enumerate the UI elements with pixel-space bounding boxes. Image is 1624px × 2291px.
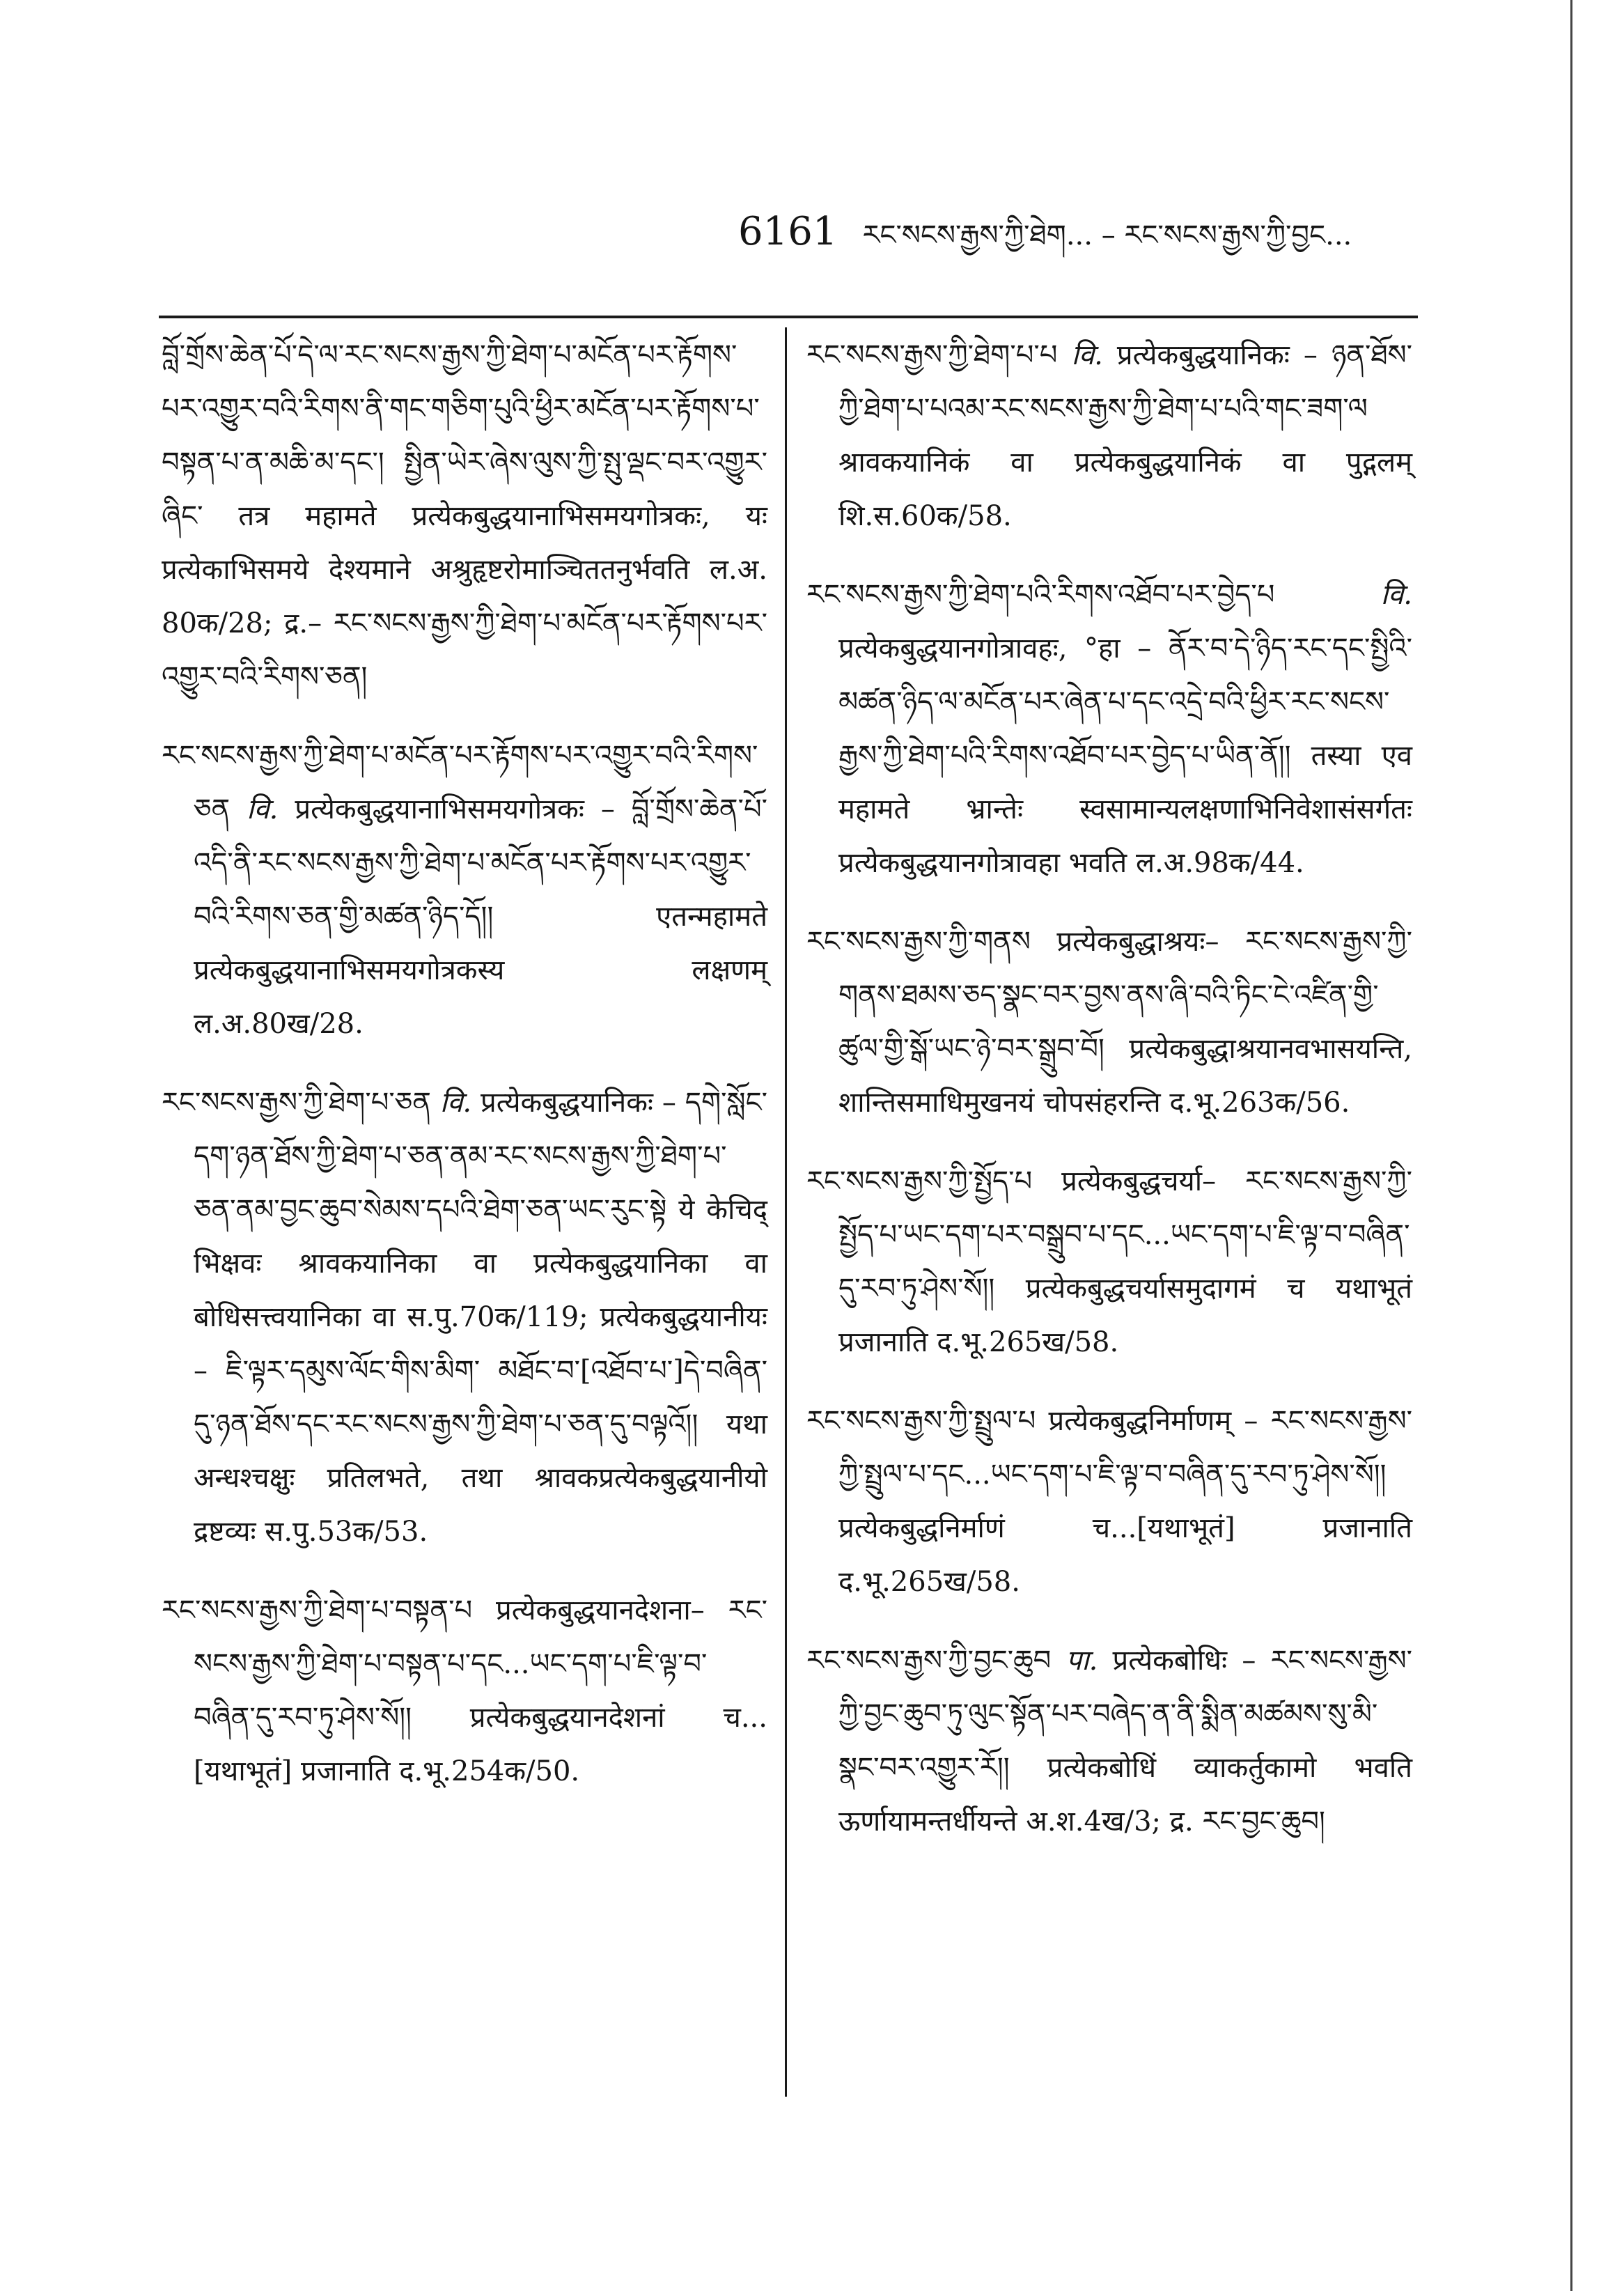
entry-headword: རང་སངས་རྒྱས་ཀྱི་བྱང་ཆུབ bbox=[806, 1645, 1052, 1677]
page-header bbox=[738, 203, 1435, 259]
entry-headword: རང་སངས་རྒྱས་ཀྱི་ཐེག་པ་ཅན bbox=[162, 1087, 431, 1119]
dictionary-entry bbox=[162, 1076, 767, 1559]
page-number: 6161 bbox=[738, 209, 838, 254]
dictionary-entry bbox=[162, 329, 767, 704]
entry-body: प्रत्येकबुद्धयानाभिसमयगोत्रकः – བློ་གྲོས་ཆེན་པོ་འདི་ནི་རང་སངས་རྒྱས་ཀྱི་ཐེག་པ་མངོན་པར་རྟོགས་པར་འགྱུར་བའི་རིགས་ཅན་གྱི་མཚན་ཉིད་དོ།། एतन्महामते प्रत्येकबुद्धयानाभिसमयगोत्रकस्य लक्षणम् ल.अ.80ख/28. bbox=[194, 793, 767, 1040]
dictionary-entry bbox=[162, 1584, 767, 1799]
entry-body: བློ་གྲོས་ཆེན་པོ་དེ་ལ་རང་སངས་རྒྱས་ཀྱི་ཐེག་པ་མངོན་པར་རྟོགས་པར་འགྱུར་བའི་རིགས་ནི་གང་གཅིག་པུའི་ཕྱིར་མངོན་པར་རྟོགས་པ་བསྟན་པ་ན་མཆི་མ་དང་། སྤྱིན་ཡེར་ཞེས་ལུས་ཀྱི་སྤུ་ལྡང་བར་འགྱུར་ཞིང་ तत्र महामते प्रत्येकबुद्धयानाभिसमयगोत्रकः, यः प्रत्येकाभिसमये देश्यमाने अश्रुहृष्टरोमाञ्चिततनुर्भवति ल.अ. 80क/28; द्र.– རང་སངས་རྒྱས་ཀྱི་ཐེག་པ་མངོན་པར་རྟོགས་པར་འགྱུར་བའི་རིགས་ཅན། bbox=[162, 339, 767, 693]
entry-body: प्रत्येकबुद्धयानिकः – དགེ་སློང་དག་ཉན་ཐོས་ཀྱི་ཐེག་པ་ཅན་ནམ་རང་སངས་རྒྱས་ཀྱི་ཐེག་པ་ཅན་ནམ་བྱང་ཆུབ་སེམས་དཔའི་ཐེག་ཅན་ཡང་རུང་སྟེ ये केचिद् भिक्षवः श्रावकयानिका वा प्रत्येकबुद्धयानिका वा बोधिसत्त्वयानिका वा स.पु.70क/119; प्रत्येकबुद्धयानीयः – ཇི་ལྟར་དམུས་ལོང་གིས་མིག་ མཐོང་བ་[འཐོབ་པ་]དེ་བཞིན་དུ་ཉན་ཐོས་དང་རང་སངས་རྒྱས་ཀྱི་ཐེག་པ་ཅན་དུ་བལྟའོ།། यथा अन्धश्चक्षुः प्रतिलभते, तथा श्रावकप्रत्येकबुद्धयानीयो द्रष्टव्यः स.पु.53क/53. bbox=[194, 1087, 767, 1548]
entry-body: प्रत्येकबुद्धयानदेशना– རང་སངས་རྒྱས་ཀྱི་ཐེག་པ་བསྟན་པ་དང...ཡང་དག་པ་ཇི་ལྟ་བ་བཞིན་དུ་རབ་ཏུ་ཤེས་སོ།། प्रत्येकबुद्धयानदेशनां च... [यथाभूतं] प्रजानाति द.भू.254क/50. bbox=[194, 1594, 767, 1787]
entry-headword: རང་སངས་རྒྱས་ཀྱི་ཐེག་པ་བསྟན་པ bbox=[162, 1594, 473, 1626]
grammar-label: वि. bbox=[439, 1087, 472, 1119]
entry-headword: རང་སངས་རྒྱས་ཀྱི་སྤྱོད་པ bbox=[806, 1165, 1033, 1197]
dictionary-entry bbox=[162, 729, 767, 1051]
page-edge-line bbox=[1570, 0, 1572, 2291]
grammar-label: वि. bbox=[1071, 339, 1103, 371]
entry-headword: རང་སངས་རྒྱས་ཀྱི་ཐེག་པ་མངོན་པར་རྟོགས་པར་འགྱུར་བའི་རིགས་ཅན bbox=[162, 740, 758, 825]
dictionary-entry bbox=[806, 1155, 1412, 1369]
entry-body: प्रत्येकबुद्धाश्रयः– རང་སངས་རྒྱས་ཀྱི་གནས་ཐམས་ཅད་སྣང་བར་བྱས་ནས་ཞི་བའི་ཏིང་ངེ་འཛིན་གྱི་ཚུལ་གྱི་སྒོ་ཡང་ཉེ་བར་སྒྲུབ་བོ། प्रत्येकबुद्धाश्रयानवभासयन्ति, शान्तिसमाधिमुखनयं चोपसंहरन्ति द.भू.263क/56. bbox=[838, 926, 1412, 1119]
dictionary-entry bbox=[806, 1395, 1412, 1609]
dictionary-entry bbox=[806, 568, 1412, 890]
running-head: རང་སངས་རྒྱས་ཀྱི་ཐེག... – རང་སངས་རྒྱས་ཀྱི་བྱང... bbox=[862, 219, 1352, 251]
right-column bbox=[806, 329, 1412, 1874]
entry-headword: རང་སངས་རྒྱས་ཀྱི་ཐེག་པ་པ bbox=[806, 339, 1058, 371]
dictionary-entry bbox=[806, 1634, 1412, 1849]
entry-body: प्रत्येकबोधिः – རང་སངས་རྒྱས་ཀྱི་བྱང་ཆུབ་ཏུ་ལུང་སྟོན་པར་བཞེད་ན་ནི་སྨིན་མཚམས་སུ་མི་སྣང་བར་འགྱུར་རོ།། प्रत्येकबोधिं व्याकर्तुकामो भवति ऊर्णायामन्तर्धीयन्ते अ.श.4ख/3; द्र. རང་བྱང་ཆུབ། bbox=[838, 1645, 1412, 1838]
grammar-label: वि. bbox=[247, 793, 279, 825]
entry-body: प्रत्येकबुद्धयानिकः – ཉན་ཐོས་ཀྱི་ཐེག་པ་པའམ་རང་སངས་རྒྱས་ཀྱི་ཐེག་པ་པའི་གང་ཟག་ལ श्रावकयानिकं वा प्रत्येकबुद्धयानिकं वा पुद्गलम् शि.स.60क/58. bbox=[838, 339, 1413, 532]
header-rule bbox=[159, 316, 1418, 318]
dictionary-entry bbox=[806, 329, 1412, 543]
grammar-label: वि. bbox=[1380, 579, 1412, 611]
entry-body: प्रत्येकबुद्धयानगोत्रावहः, °हा – ནོར་བ་དེ་ཉིད་རང་དང་སྤྱིའི་མཚན་ཉིད་ལ་མངོན་པར་ཞེན་པ་དང་འདྲེ་བའི་ཕྱིར་རང་སངས་རྒྱས་ཀྱི་ཐེག་པའི་རིགས་འཐོབ་པར་བྱེད་པ་ཡིན་ནོ།། तस्या एव महामते भ्रान्तेः स्वसामान्यलक्षणाभिनिवेशासंसर्गतः प्रत्येकबुद्धयानगोत्रावहा भवति ल.अ.98क/44. bbox=[838, 632, 1412, 879]
entry-headword: རང་སངས་རྒྱས་ཀྱི་སྤྲུལ་པ bbox=[806, 1405, 1036, 1437]
entry-headword: རང་སངས་རྒྱས་ཀྱི་ཐེག་པའི་རིགས་འཐོབ་པར་བྱེད་པ bbox=[806, 579, 1275, 611]
dictionary-entry bbox=[806, 915, 1412, 1130]
column-divider bbox=[785, 327, 787, 2097]
entry-body: प्रत्येकबुद्धचर्या– རང་སངས་རྒྱས་ཀྱི་སྤྱོད་པ་ཡང་དག་པར་བསྒྲུབ་པ་དང...ཡང་དག་པ་ཇི་ལྟ་བ་བཞིན་དུ་རབ་ཏུ་ཤེས་སོ།། प्रत्येकबुद्धचर्यासमुदागमं च यथाभूतं प्रजानाति द.भू.265ख/58. bbox=[838, 1165, 1412, 1358]
entry-headword: རང་སངས་རྒྱས་ཀྱི་གནས bbox=[806, 926, 1031, 958]
left-column bbox=[162, 329, 767, 1824]
grammar-label: पा. bbox=[1065, 1645, 1098, 1677]
entry-body: प्रत्येकबुद्धनिर्माणम् – རང་སངས་རྒྱས་ཀྱི་སྤྲུལ་པ་དང...ཡང་དག་པ་ཇི་ལྟ་བ་བཞིན་དུ་རབ་ཏུ་ཤེས་སོ།། प्रत्येकबुद्धनिर्माणं च...[यथाभूतं] प्रजानाति द.भू.265ख/58. bbox=[838, 1405, 1412, 1598]
